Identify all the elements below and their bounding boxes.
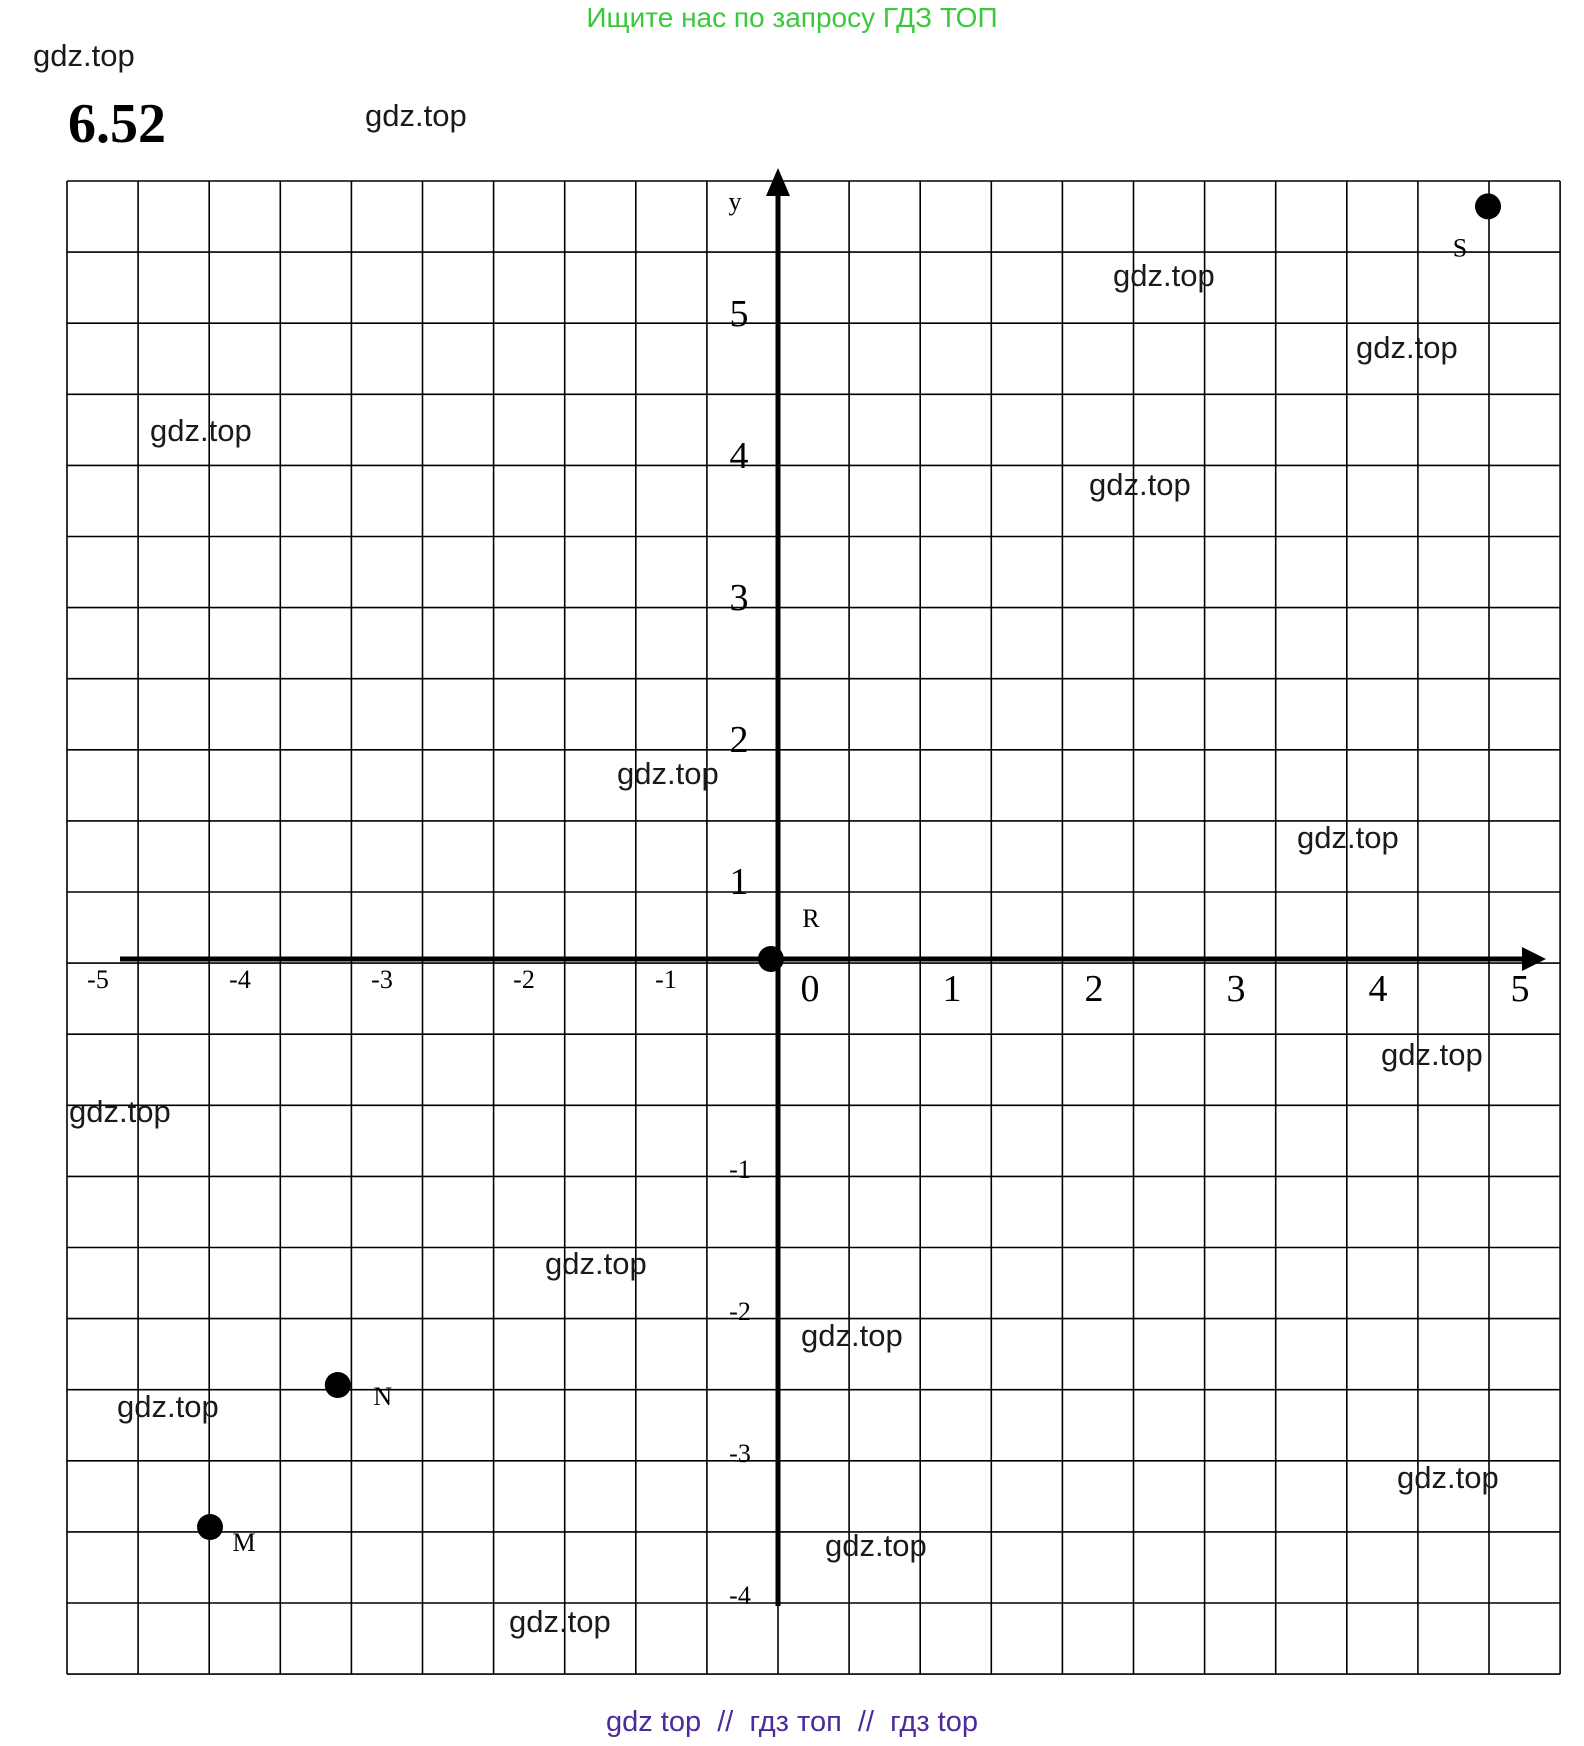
x-tick-label: 2 [1084,968,1104,1010]
x-tick-label: -2 [513,965,535,994]
point-label: S [1452,233,1468,263]
x-tick-label: -3 [371,965,393,994]
x-tick-label: 1 [942,968,962,1010]
y-tick-label: 5 [729,293,749,335]
x-tick-label: 3 [1226,968,1246,1010]
search-banner: Ищите нас по запросу ГДЗ ТОП [586,2,998,33]
watermark-text: gdz.top [1397,1460,1499,1495]
watermark-text: gdz.top [1089,467,1191,502]
point-m [197,1514,223,1540]
y-tick-label: 3 [729,577,749,619]
watermark-text: gdz.top [365,98,467,133]
y-tick-label: -3 [729,1439,751,1468]
watermark-text: gdz.top [1297,820,1399,855]
x-tick-label: 5 [1510,968,1530,1010]
point-label: R [802,904,820,933]
point-label: N [373,1382,393,1411]
y-tick-label: -2 [729,1297,751,1326]
watermark-text: gdz.top [33,38,135,73]
y-tick-label: 1 [729,861,749,903]
x-tick-label: 4 [1368,968,1388,1010]
watermark-text: gdz.top [801,1318,903,1353]
y-tick-label: 2 [729,719,749,761]
watermark-text: gdz.top [69,1094,171,1129]
y-tick-labels [729,293,751,1610]
watermark-text: gdz.top [1113,258,1215,293]
x-tick-labels [87,965,1529,1010]
watermark-text: gdz.top [509,1604,611,1639]
x-tick-label: -4 [229,965,251,994]
problem-number: 6.52 [68,93,166,155]
y-tick-label: -4 [729,1581,751,1610]
watermark-text: gdz.top [150,413,252,448]
y-axis-label: y [728,187,742,216]
point-r [758,946,784,972]
watermark-text: gdz.top [117,1389,219,1424]
y-axis-arrow [766,168,790,196]
x-tick-label: -1 [655,965,677,994]
watermark-text: gdz.top [1381,1037,1483,1072]
x-tick-label: 0 [800,968,820,1010]
watermark-text: gdz.top [545,1246,647,1281]
watermark-text: gdz.top [825,1528,927,1563]
x-tick-label: -5 [87,965,109,994]
y-tick-label: 4 [729,435,749,477]
point-label: M [232,1528,256,1557]
y-tick-label: -1 [729,1155,751,1184]
watermark-text: gdz.top [1356,330,1458,365]
point-s [1475,193,1501,219]
footer-links: gdz top // гдз топ // гдз top [605,1706,978,1738]
watermark-text: gdz.top [617,756,719,791]
point-n [325,1372,351,1398]
